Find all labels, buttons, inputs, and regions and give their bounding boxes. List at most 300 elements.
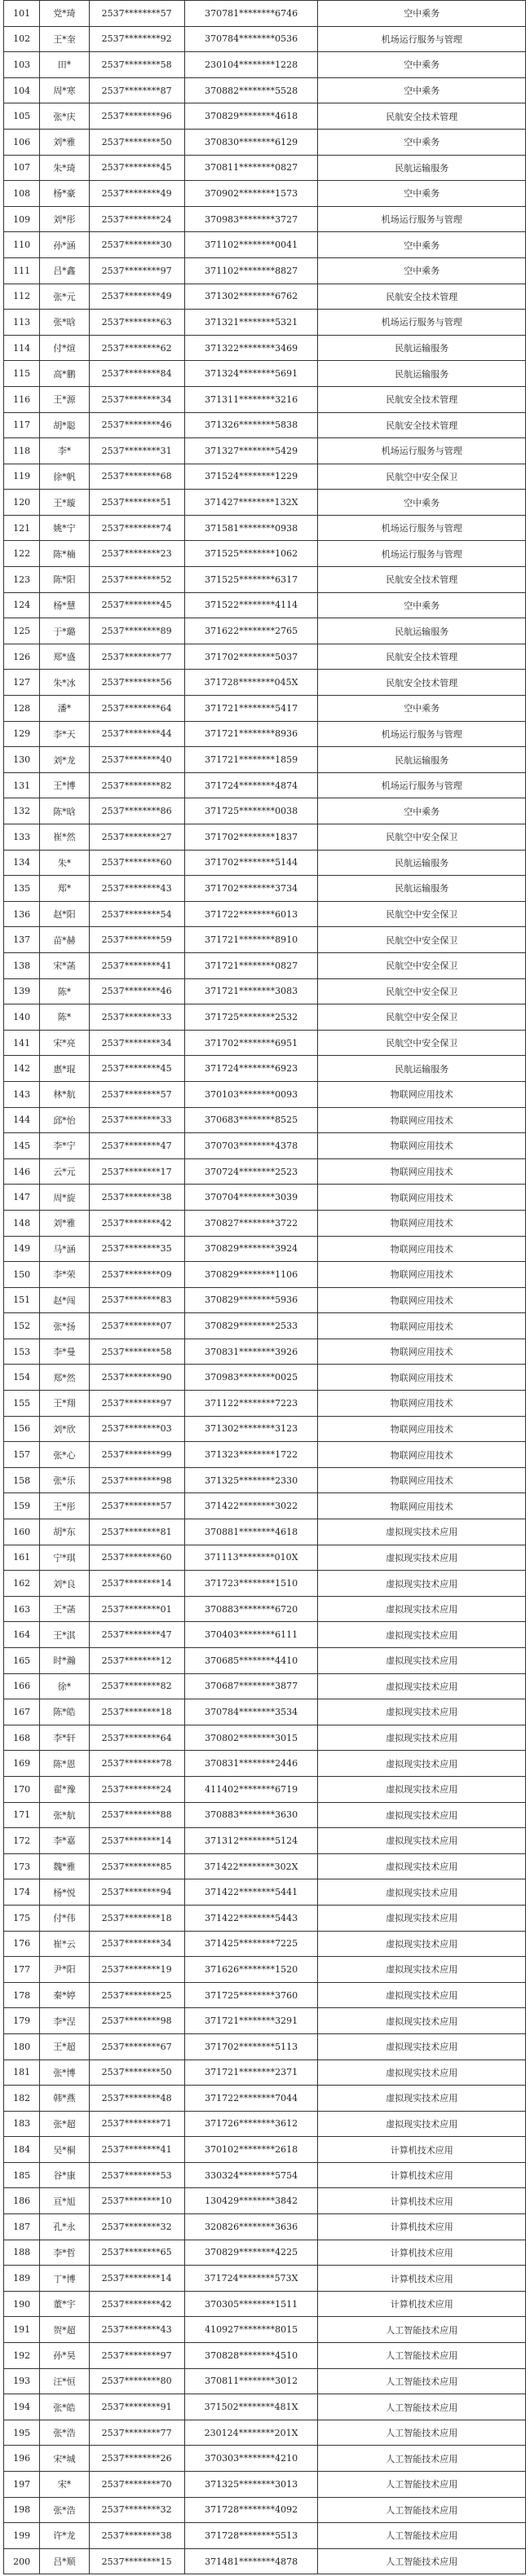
cell-major: 机场运行服务与管理	[318, 541, 526, 567]
cell-student-name: 赵*闯	[40, 1287, 89, 1313]
cell-seq-number: 162	[4, 1571, 40, 1597]
cell-seq-number: 129	[4, 721, 40, 747]
cell-major: 民航运输服务	[318, 747, 526, 773]
table-row	[4, 103, 526, 130]
table-row	[4, 1905, 526, 1931]
cell-exam-number: 2537********38	[89, 2523, 184, 2549]
table-row	[4, 1493, 526, 1519]
cell-student-name: 张*超	[40, 2111, 89, 2137]
table-row	[4, 1957, 526, 1983]
cell-major: 虚拟现实技术应用	[318, 1648, 526, 1674]
table-row	[4, 1725, 526, 1751]
cell-id-number: 371721********8936	[184, 721, 318, 747]
cell-student-name: 杨*豪	[40, 181, 89, 207]
table-row	[4, 1030, 526, 1056]
cell-major: 物联网应用技术	[318, 1467, 526, 1493]
cell-student-name: 吴*桐	[40, 2137, 89, 2163]
cell-major: 虚拟现实技术应用	[318, 1519, 526, 1545]
cell-id-number: 371702********6951	[184, 1030, 318, 1056]
cell-seq-number: 160	[4, 1519, 40, 1545]
cell-exam-number: 2537********92	[89, 26, 184, 52]
cell-seq-number: 135	[4, 876, 40, 902]
cell-exam-number: 2537********57	[89, 1, 184, 27]
cell-exam-number: 2537********67	[89, 2033, 184, 2059]
cell-seq-number: 193	[4, 2368, 40, 2394]
cell-major: 人工智能技术应用	[318, 2394, 526, 2420]
cell-id-number: 370687********3877	[184, 1673, 318, 1699]
cell-student-name: 李*宁	[40, 1133, 89, 1159]
cell-id-number: 371721********3291	[184, 2008, 318, 2034]
cell-exam-number: 2537********86	[89, 798, 184, 824]
cell-id-number: 371725********3760	[184, 1982, 318, 2008]
cell-id-number: 370724********2523	[184, 1158, 318, 1185]
cell-major: 虚拟现实技术应用	[318, 1673, 526, 1699]
cell-exam-number: 2537********09	[89, 1262, 184, 1288]
cell-id-number: 370829********3924	[184, 1236, 318, 1262]
cell-id-number: 371113********010X	[184, 1545, 318, 1571]
cell-student-name: 付*伟	[40, 1905, 89, 1931]
cell-student-name: 尹*阳	[40, 1957, 89, 1983]
cell-seq-number: 119	[4, 464, 40, 490]
cell-exam-number: 2537********98	[89, 1467, 184, 1493]
cell-student-name: 秦*婷	[40, 1982, 89, 2008]
cell-major: 物联网应用技术	[318, 1416, 526, 1442]
cell-seq-number: 137	[4, 927, 40, 953]
table-row	[4, 2446, 526, 2472]
cell-seq-number: 176	[4, 1931, 40, 1957]
table-row	[4, 2188, 526, 2214]
cell-student-name: 陈*晗	[40, 798, 89, 824]
cell-exam-number: 2537********97	[89, 1391, 184, 1417]
cell-student-name: 姚*宁	[40, 515, 89, 541]
cell-major: 虚拟现实技术应用	[318, 1853, 526, 1879]
cell-id-number: 370683********8525	[184, 1107, 318, 1133]
table-row	[4, 1879, 526, 1906]
table-row	[4, 1107, 526, 1133]
cell-seq-number: 155	[4, 1391, 40, 1417]
table-row	[4, 1802, 526, 1828]
cell-id-number: 371326********5838	[184, 412, 318, 438]
cell-exam-number: 2537********60	[89, 850, 184, 876]
cell-exam-number: 2537********62	[89, 335, 184, 361]
cell-exam-number: 2537********81	[89, 1519, 184, 1545]
cell-exam-number: 2537********26	[89, 2446, 184, 2472]
table-row	[4, 1931, 526, 1957]
cell-exam-number: 2537********58	[89, 1339, 184, 1365]
cell-seq-number: 196	[4, 2446, 40, 2472]
cell-seq-number: 178	[4, 1982, 40, 2008]
cell-major: 民航运输服务	[318, 876, 526, 902]
cell-exam-number: 2537********53	[89, 2162, 184, 2188]
cell-seq-number: 148	[4, 1210, 40, 1236]
cell-exam-number: 2537********27	[89, 824, 184, 851]
cell-exam-number: 2537********19	[89, 1957, 184, 1983]
cell-seq-number: 197	[4, 2472, 40, 2498]
cell-student-name: 李*嘉	[40, 1828, 89, 1854]
cell-id-number: 371702********5113	[184, 2033, 318, 2059]
cell-id-number: 371522********4114	[184, 592, 318, 618]
cell-major: 民航安全技术管理	[318, 644, 526, 670]
cell-student-name: 林*航	[40, 1081, 89, 1107]
table-row	[4, 2240, 526, 2266]
cell-exam-number: 2537********51	[89, 490, 184, 516]
cell-major: 物联网应用技术	[318, 1442, 526, 1468]
cell-seq-number: 150	[4, 1262, 40, 1288]
cell-seq-number: 154	[4, 1365, 40, 1391]
cell-seq-number: 134	[4, 850, 40, 876]
table-row	[4, 1699, 526, 1725]
cell-student-name: 陈*	[40, 1004, 89, 1031]
cell-exam-number: 2537********15	[89, 2548, 184, 2574]
cell-exam-number: 2537********80	[89, 2368, 184, 2394]
cell-id-number: 371325********2330	[184, 1467, 318, 1493]
cell-exam-number: 2537********88	[89, 1802, 184, 1828]
cell-seq-number: 114	[4, 335, 40, 361]
cell-student-name: 王*奎	[40, 26, 89, 52]
cell-exam-number: 2537********82	[89, 772, 184, 798]
cell-seq-number: 149	[4, 1236, 40, 1262]
cell-id-number: 371322********3469	[184, 335, 318, 361]
cell-id-number: 370902********1573	[184, 181, 318, 207]
cell-seq-number: 110	[4, 232, 40, 258]
cell-exam-number: 2537********46	[89, 412, 184, 438]
cell-seq-number: 133	[4, 824, 40, 851]
table-row	[4, 232, 526, 258]
cell-student-name: 郑*然	[40, 1365, 89, 1391]
cell-id-number: 371122********7223	[184, 1391, 318, 1417]
cell-major: 人工智能技术应用	[318, 2472, 526, 2498]
cell-student-name: 王*源	[40, 386, 89, 412]
cell-student-name: 郑*	[40, 876, 89, 902]
cell-id-number: 371721********5417	[184, 696, 318, 722]
cell-major: 虚拟现实技术应用	[318, 1982, 526, 2008]
cell-exam-number: 2537********56	[89, 670, 184, 696]
table-row	[4, 798, 526, 824]
table-row	[4, 155, 526, 181]
table-row	[4, 2343, 526, 2369]
cell-student-name: 邱*怡	[40, 1107, 89, 1133]
cell-seq-number: 163	[4, 1596, 40, 1622]
table-row	[4, 2214, 526, 2240]
cell-id-number: 371728********045X	[184, 670, 318, 696]
cell-exam-number: 2537********68	[89, 464, 184, 490]
cell-student-name: 刘*欣	[40, 1416, 89, 1442]
cell-id-number: 370881********4618	[184, 1519, 318, 1545]
cell-major: 民航运输服务	[318, 335, 526, 361]
cell-id-number: 371323********1722	[184, 1442, 318, 1468]
cell-seq-number: 144	[4, 1107, 40, 1133]
table-row	[4, 747, 526, 773]
cell-exam-number: 2537********32	[89, 2497, 184, 2523]
cell-id-number: 370829********1106	[184, 1262, 318, 1288]
table-row	[4, 2420, 526, 2446]
cell-id-number: 371724********4874	[184, 772, 318, 798]
cell-student-name: 张*皓	[40, 2394, 89, 2420]
cell-id-number: 371422********5443	[184, 1905, 318, 1931]
cell-major: 人工智能技术应用	[318, 2368, 526, 2394]
cell-student-name: 李*哲	[40, 2240, 89, 2266]
cell-student-name: 马*涵	[40, 1236, 89, 1262]
cell-seq-number: 195	[4, 2420, 40, 2446]
cell-major: 机场运行服务与管理	[318, 772, 526, 798]
cell-exam-number: 2537********65	[89, 2240, 184, 2266]
cell-major: 空中乘务	[318, 129, 526, 155]
cell-seq-number: 180	[4, 2033, 40, 2059]
cell-student-name: 田*	[40, 52, 89, 78]
cell-seq-number: 185	[4, 2162, 40, 2188]
cell-major: 机场运行服务与管理	[318, 721, 526, 747]
cell-exam-number: 2537********49	[89, 181, 184, 207]
cell-exam-number: 2537********54	[89, 901, 184, 927]
table-row	[4, 1648, 526, 1674]
cell-student-name: 吕*鑫	[40, 257, 89, 284]
cell-id-number: 370703********4378	[184, 1133, 318, 1159]
table-row	[4, 2086, 526, 2112]
cell-exam-number: 2537********90	[89, 1365, 184, 1391]
cell-exam-number: 2537********10	[89, 2188, 184, 2214]
table-row	[4, 1, 526, 27]
cell-seq-number: 101	[4, 1, 40, 27]
cell-id-number: 371524********1229	[184, 464, 318, 490]
cell-exam-number: 2537********24	[89, 206, 184, 232]
cell-exam-number: 2537********99	[89, 1442, 184, 1468]
cell-major: 虚拟现实技术应用	[318, 1622, 526, 1648]
cell-id-number: 371721********3083	[184, 978, 318, 1004]
table-row	[4, 670, 526, 696]
table-row	[4, 1056, 526, 1082]
cell-major: 物联网应用技术	[318, 1236, 526, 1262]
cell-exam-number: 2537********41	[89, 2137, 184, 2163]
table-row	[4, 1596, 526, 1622]
cell-major: 虚拟现实技术应用	[318, 2059, 526, 2086]
cell-seq-number: 187	[4, 2214, 40, 2240]
cell-major: 虚拟现实技术应用	[318, 1776, 526, 1802]
cell-id-number: 371721********1859	[184, 747, 318, 773]
cell-student-name: 云*元	[40, 1158, 89, 1185]
cell-major: 人工智能技术应用	[318, 2317, 526, 2343]
cell-id-number: 371525********6317	[184, 567, 318, 593]
cell-seq-number: 143	[4, 1081, 40, 1107]
cell-major: 机场运行服务与管理	[318, 310, 526, 336]
cell-seq-number: 168	[4, 1725, 40, 1751]
cell-student-name: 张*心	[40, 1442, 89, 1468]
cell-seq-number: 200	[4, 2548, 40, 2574]
cell-major: 物联网应用技术	[318, 1185, 526, 1211]
table-body	[4, 1, 526, 2574]
cell-seq-number: 125	[4, 618, 40, 644]
cell-seq-number: 105	[4, 103, 40, 130]
cell-exam-number: 2537********63	[89, 310, 184, 336]
cell-id-number: 370831********2446	[184, 1751, 318, 1777]
cell-seq-number: 128	[4, 696, 40, 722]
cell-exam-number: 2537********32	[89, 2214, 184, 2240]
cell-id-number: 370829********5936	[184, 1287, 318, 1313]
table-row	[4, 257, 526, 284]
table-row	[4, 824, 526, 851]
cell-student-name: 丁*博	[40, 2266, 89, 2292]
cell-major: 物联网应用技术	[318, 1107, 526, 1133]
cell-seq-number: 102	[4, 26, 40, 52]
cell-student-name: 崔*云	[40, 1931, 89, 1957]
cell-student-name: 时*瀚	[40, 1648, 89, 1674]
cell-seq-number: 198	[4, 2497, 40, 2523]
cell-seq-number: 109	[4, 206, 40, 232]
cell-student-name: 张*航	[40, 1802, 89, 1828]
cell-seq-number: 126	[4, 644, 40, 670]
cell-exam-number: 2537********47	[89, 1133, 184, 1159]
table-row	[4, 1519, 526, 1545]
cell-id-number: 370829********4618	[184, 103, 318, 130]
cell-id-number: 370704********3039	[184, 1185, 318, 1211]
cell-major: 民航运输服务	[318, 361, 526, 387]
cell-student-name: 陈*楠	[40, 541, 89, 567]
cell-seq-number: 116	[4, 386, 40, 412]
cell-seq-number: 115	[4, 361, 40, 387]
cell-exam-number: 2537********52	[89, 567, 184, 593]
cell-major: 物联网应用技术	[318, 1339, 526, 1365]
cell-id-number: 371422********5441	[184, 1879, 318, 1906]
table-row	[4, 721, 526, 747]
table-row	[4, 592, 526, 618]
table-row	[4, 1622, 526, 1648]
cell-major: 人工智能技术应用	[318, 2523, 526, 2549]
cell-exam-number: 2537********50	[89, 129, 184, 155]
cell-major: 计算机技术应用	[318, 2240, 526, 2266]
cell-seq-number: 161	[4, 1545, 40, 1571]
cell-exam-number: 2537********24	[89, 1776, 184, 1802]
cell-major: 虚拟现实技术应用	[318, 1931, 526, 1957]
cell-exam-number: 2537********98	[89, 2008, 184, 2034]
cell-id-number: 371312********5124	[184, 1828, 318, 1854]
table-row	[4, 1442, 526, 1468]
cell-exam-number: 2537********46	[89, 978, 184, 1004]
cell-student-name: 李*天	[40, 721, 89, 747]
cell-id-number: 370802********3015	[184, 1725, 318, 1751]
cell-major: 民航安全技术管理	[318, 567, 526, 593]
table-row	[4, 2394, 526, 2420]
cell-exam-number: 2537********18	[89, 1699, 184, 1725]
table-row	[4, 927, 526, 953]
cell-id-number: 371481********4878	[184, 2548, 318, 2574]
cell-seq-number: 192	[4, 2343, 40, 2369]
cell-seq-number: 171	[4, 1802, 40, 1828]
cell-id-number: 371702********5037	[184, 644, 318, 670]
cell-id-number: 370829********2533	[184, 1313, 318, 1339]
cell-id-number: 371722********6013	[184, 901, 318, 927]
cell-major: 空中乘务	[318, 490, 526, 516]
cell-exam-number: 2537********64	[89, 696, 184, 722]
cell-id-number: 370305********1511	[184, 2291, 318, 2317]
cell-id-number: 371724********573X	[184, 2266, 318, 2292]
table-row	[4, 1185, 526, 1211]
table-row	[4, 541, 526, 567]
cell-id-number: 371721********8910	[184, 927, 318, 953]
cell-student-name: 孙*涵	[40, 232, 89, 258]
cell-seq-number: 106	[4, 129, 40, 155]
cell-id-number: 370784********0536	[184, 26, 318, 52]
cell-seq-number: 182	[4, 2086, 40, 2112]
table-row	[4, 978, 526, 1004]
cell-seq-number: 188	[4, 2240, 40, 2266]
cell-major: 民航安全技术管理	[318, 386, 526, 412]
cell-exam-number: 2537********25	[89, 1982, 184, 2008]
table-row	[4, 2548, 526, 2574]
cell-major: 物联网应用技术	[318, 1365, 526, 1391]
cell-seq-number: 159	[4, 1493, 40, 1519]
cell-student-name: 宋*菡	[40, 952, 89, 978]
cell-exam-number: 2537********45	[89, 155, 184, 181]
cell-major: 物联网应用技术	[318, 1287, 526, 1313]
cell-seq-number: 130	[4, 747, 40, 773]
cell-id-number: 371422********302X	[184, 1853, 318, 1879]
cell-exam-number: 2537********30	[89, 232, 184, 258]
cell-student-name: 宋*亮	[40, 1030, 89, 1056]
cell-seq-number: 164	[4, 1622, 40, 1648]
cell-student-name: 宋*	[40, 2472, 89, 2498]
cell-exam-number: 2537********35	[89, 1236, 184, 1262]
cell-exam-number: 2537********38	[89, 1185, 184, 1211]
table-row	[4, 206, 526, 232]
cell-seq-number: 104	[4, 77, 40, 103]
cell-id-number: 371321********5321	[184, 310, 318, 336]
cell-exam-number: 2537********43	[89, 2317, 184, 2343]
cell-id-number: 371622********2765	[184, 618, 318, 644]
cell-exam-number: 2537********48	[89, 2086, 184, 2112]
cell-seq-number: 166	[4, 1673, 40, 1699]
cell-id-number: 370831********3926	[184, 1339, 318, 1365]
cell-seq-number: 132	[4, 798, 40, 824]
cell-exam-number: 2537********01	[89, 1596, 184, 1622]
cell-id-number: 371702********3734	[184, 876, 318, 902]
table-row	[4, 1467, 526, 1493]
cell-student-name: 李*	[40, 438, 89, 464]
cell-exam-number: 2537********97	[89, 257, 184, 284]
table-row	[4, 1751, 526, 1777]
cell-major: 计算机技术应用	[318, 2291, 526, 2317]
cell-exam-number: 2537********83	[89, 1287, 184, 1313]
cell-seq-number: 127	[4, 670, 40, 696]
cell-student-name: 惠*琨	[40, 1056, 89, 1082]
table-row	[4, 1365, 526, 1391]
cell-major: 空中乘务	[318, 232, 526, 258]
cell-seq-number: 142	[4, 1056, 40, 1082]
table-row	[4, 850, 526, 876]
cell-id-number: 130429********3842	[184, 2188, 318, 2214]
cell-id-number: 370883********3630	[184, 1802, 318, 1828]
cell-exam-number: 2537********57	[89, 1493, 184, 1519]
cell-student-name: 吕*顺	[40, 2548, 89, 2574]
cell-student-name: 张*博	[40, 2059, 89, 2086]
cell-student-name: 王*翔	[40, 1391, 89, 1417]
cell-seq-number: 152	[4, 1313, 40, 1339]
cell-exam-number: 2537********45	[89, 592, 184, 618]
table-row	[4, 412, 526, 438]
table-row	[4, 2162, 526, 2188]
table-row	[4, 2317, 526, 2343]
cell-seq-number: 167	[4, 1699, 40, 1725]
cell-exam-number: 2537********85	[89, 1853, 184, 1879]
cell-student-name: 宁*琪	[40, 1545, 89, 1571]
cell-student-name: 王*彤	[40, 1493, 89, 1519]
cell-major: 虚拟现实技术应用	[318, 1751, 526, 1777]
table-row	[4, 1982, 526, 2008]
table-row	[4, 772, 526, 798]
cell-id-number: 370103********0093	[184, 1081, 318, 1107]
cell-major: 民航空中安全保卫	[318, 1004, 526, 1031]
cell-seq-number: 186	[4, 2188, 40, 2214]
cell-student-name: 贺*超	[40, 2317, 89, 2343]
cell-exam-number: 2537********87	[89, 77, 184, 103]
